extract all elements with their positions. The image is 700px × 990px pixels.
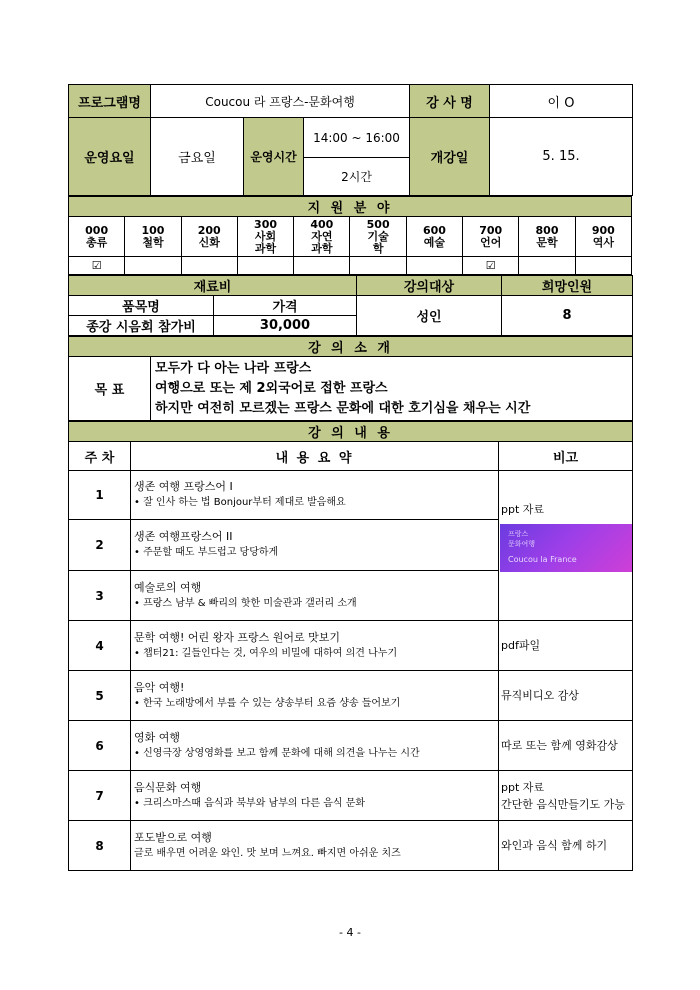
session-note	[499, 771, 633, 821]
duration-value: 2시간	[304, 158, 410, 196]
session-title: 포도밭으로 여행	[134, 830, 212, 844]
subject-400: 400 자연 과학	[294, 217, 350, 257]
goal-text	[151, 357, 633, 421]
session-note: 뮤직비디오 감상	[499, 671, 633, 721]
table-row	[69, 471, 633, 520]
goal-line: 하지만 여전히 모르겠는 프랑스 문화에 대한 호기심을 채우는 시간	[155, 400, 531, 416]
session-summary	[131, 621, 499, 671]
thumb-line: 프랑스	[508, 530, 529, 538]
session-detail: • 프랑스 남부 & 빠리의 핫한 미술관과 갤러리 소개	[134, 597, 357, 609]
support-fields-table	[68, 196, 632, 275]
week-number: 7	[69, 771, 131, 821]
checkbox-600[interactable]	[406, 257, 462, 275]
goal-label: 목 표	[69, 357, 151, 421]
checkbox-500[interactable]	[350, 257, 406, 275]
intro-table	[68, 336, 633, 421]
week-number: 5	[69, 671, 131, 721]
price-label: 가격	[214, 296, 357, 316]
session-summary	[131, 721, 499, 771]
ppt-thumbnail-image	[500, 524, 633, 572]
item-name-label: 품목명	[69, 296, 214, 316]
session-summary	[131, 671, 499, 721]
page-number: - 4 -	[339, 926, 361, 939]
summary-header: 내 용 요 약	[131, 442, 499, 471]
subject-700: 700 언어	[463, 217, 519, 257]
checkbox-200[interactable]	[181, 257, 237, 275]
session-summary	[131, 520, 499, 571]
subject-000: 000 총류	[69, 217, 125, 257]
support-fields-title: 지 원 분 야	[69, 197, 632, 217]
capacity-label: 희망인원	[502, 276, 633, 296]
subject-300: 300 사회 과학	[237, 217, 293, 257]
checkbox-000[interactable]: ☑	[69, 257, 125, 275]
subject-100: 100 철학	[125, 217, 181, 257]
content-table	[68, 421, 633, 871]
materials-table	[68, 275, 633, 336]
start-date-value: 5. 15.	[490, 118, 633, 196]
session-detail: • 신영극장 상영영화를 보고 함께 문화에 대해 의견을 나누는 시간	[134, 747, 420, 759]
week-header: 주 차	[69, 442, 131, 471]
target-label: 강의대상	[357, 276, 502, 296]
checkbox-700[interactable]: ☑	[463, 257, 519, 275]
subject-600: 600 예술	[406, 217, 462, 257]
session-detail: • 챕터21: 길들인다는 것, 여우의 비밀에 대하여 의견 나누기	[134, 647, 398, 659]
session-title: 영화 여행	[134, 730, 181, 744]
target-value: 성인	[357, 296, 502, 336]
session-summary	[131, 471, 499, 520]
note-ppt-cell	[499, 471, 633, 621]
subject-900: 900 역사	[575, 217, 631, 257]
session-note-line: 간단한 음식만들기도 가능	[501, 797, 625, 811]
program-name-label: 프로그램명	[69, 85, 151, 118]
session-detail: • 잘 인사 하는 법 Bonjour부터 제대로 발음해요	[134, 497, 346, 508]
goal-line: 모두가 다 아는 나라 프랑스	[155, 360, 312, 376]
time-range: 14:00 ~ 16:00	[304, 118, 410, 158]
checkbox-800[interactable]	[519, 257, 575, 275]
goal-line: 여행으로 또는 제 2외국어로 접한 프랑스	[155, 380, 388, 396]
session-title: 음악 여행!	[134, 680, 185, 694]
session-detail: • 한국 노래방에서 부를 수 있는 샹송부터 요즘 샹송 들어보기	[134, 697, 401, 709]
instructor-label: 강 사 명	[410, 85, 490, 118]
program-info-table	[68, 84, 633, 196]
session-note-line: ppt 자료	[501, 780, 545, 794]
checkbox-900[interactable]	[575, 257, 631, 275]
table-row	[69, 771, 633, 821]
thumb-line: 문화여행	[508, 540, 536, 548]
time-label: 운영시간	[244, 118, 304, 196]
session-detail: • 크리스마스때 음식과 북부와 남부의 다른 음식 문화	[134, 797, 366, 809]
session-note: pdf파일	[499, 621, 633, 671]
table-row	[69, 721, 633, 771]
session-title: 음식문화 여행	[134, 780, 202, 794]
note-header: 비고	[499, 442, 633, 471]
session-detail: • 주문할 때도 부드럽고 당당하게	[134, 547, 279, 558]
session-title: 생존 여행프랑스어 II	[134, 530, 233, 543]
subject-800: 800 문학	[519, 217, 575, 257]
day-value: 금요일	[151, 118, 244, 196]
session-note: 와인과 음식 함께 하기	[499, 821, 633, 871]
week-number: 8	[69, 821, 131, 871]
session-summary	[131, 571, 499, 621]
capacity-value: 8	[502, 296, 633, 336]
week-number: 1	[69, 471, 131, 520]
thumb-line: Coucou la France	[508, 555, 577, 564]
session-title: 예술로의 여행	[134, 580, 202, 594]
checkbox-100[interactable]	[125, 257, 181, 275]
session-note: ppt 자료	[501, 503, 545, 516]
week-number: 3	[69, 571, 131, 621]
session-title: 생존 여행 프랑스어 I	[134, 480, 233, 493]
checkbox-400[interactable]	[294, 257, 350, 275]
day-label: 운영요일	[69, 118, 151, 196]
session-summary	[131, 821, 499, 871]
session-title: 문학 여행! 어린 왕자 프랑스 원어로 맛보기	[134, 630, 341, 644]
week-number: 2	[69, 520, 131, 571]
week-number: 4	[69, 621, 131, 671]
intro-title: 강 의 소 개	[69, 337, 633, 357]
program-form	[68, 84, 632, 871]
program-name-value: Coucou 라 프랑스-문화여행	[151, 85, 410, 118]
session-detail: 글로 배우면 어려운 와인. 맛 보며 느껴요. 빠지면 아쉬운 치즈	[134, 847, 401, 859]
materials-title: 재료비	[69, 276, 357, 296]
table-row	[69, 821, 633, 871]
content-title: 강 의 내 용	[69, 422, 633, 442]
table-row	[69, 671, 633, 721]
checkbox-300[interactable]	[237, 257, 293, 275]
subject-500: 500 기술 학	[350, 217, 406, 257]
subject-200: 200 신화	[181, 217, 237, 257]
table-row	[69, 621, 633, 671]
instructor-value: 이 O	[490, 85, 633, 118]
item-name-value: 종강 시음회 참가비	[69, 316, 214, 336]
week-number: 6	[69, 721, 131, 771]
price-value: 30,000	[214, 316, 357, 336]
session-summary	[131, 771, 499, 821]
session-note: 따로 또는 함께 영화감상	[499, 721, 633, 771]
start-date-label: 개강일	[410, 118, 490, 196]
